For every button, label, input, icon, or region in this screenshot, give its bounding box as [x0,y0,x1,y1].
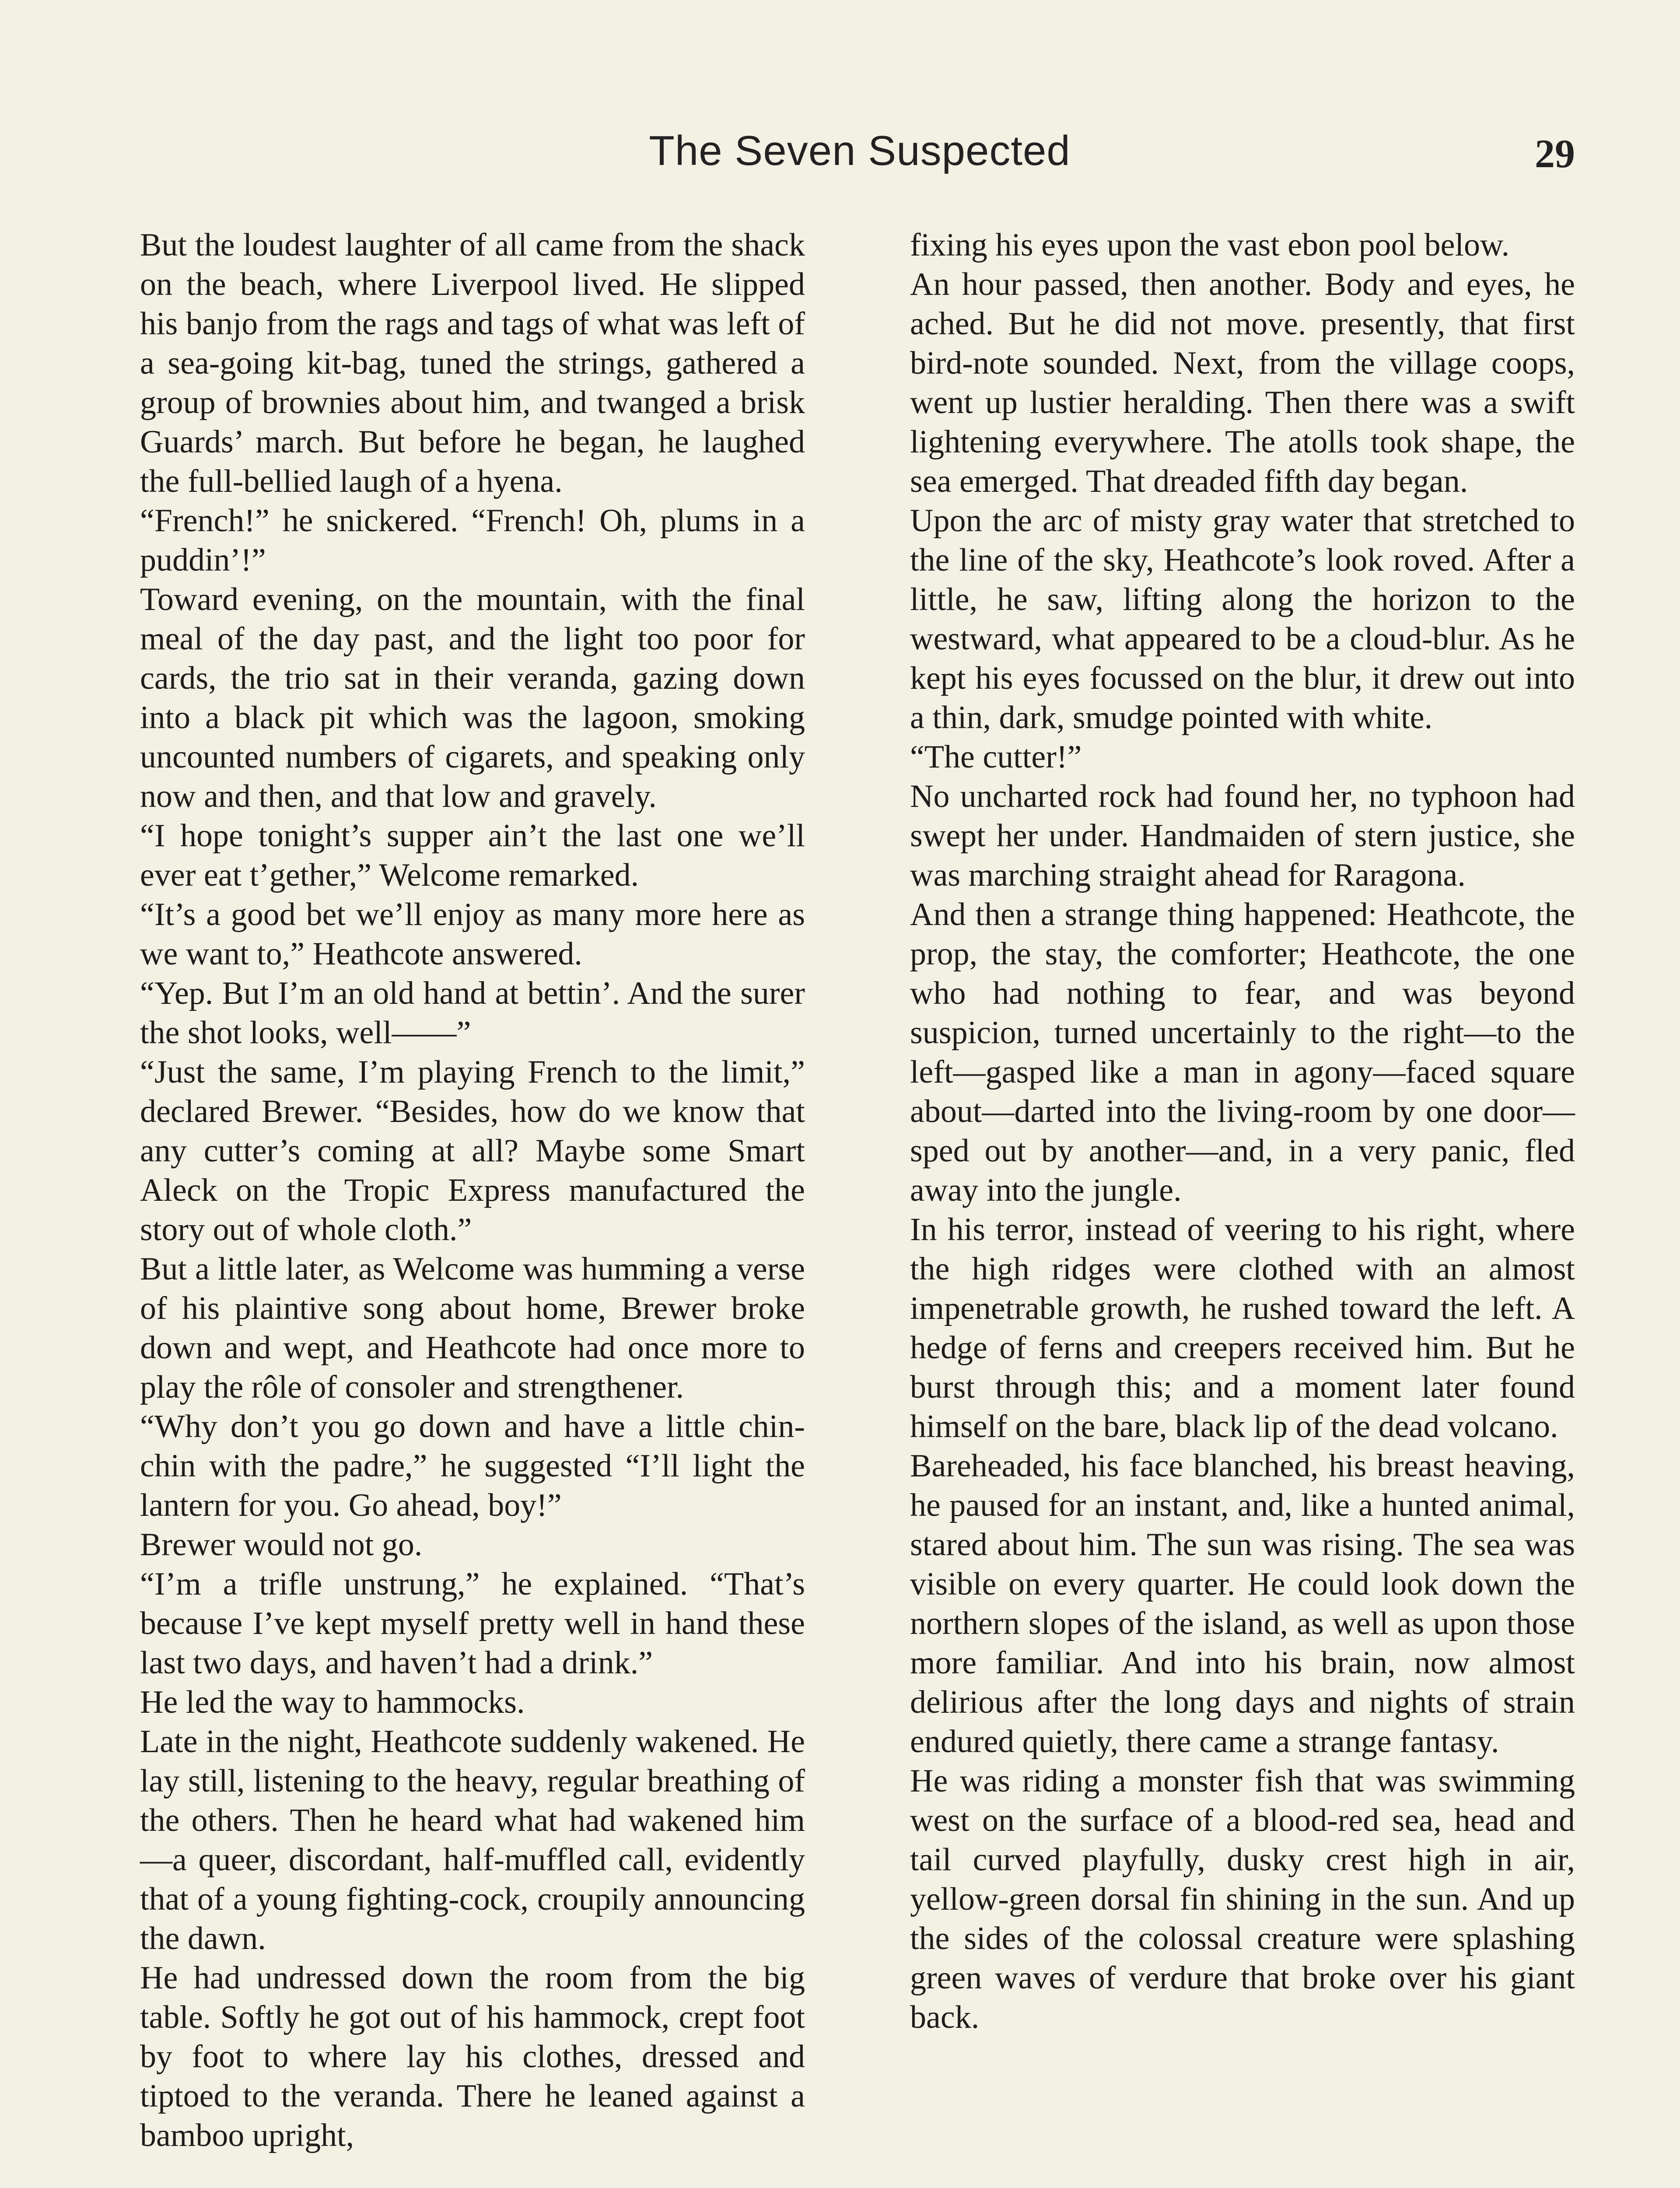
paragraph: He had undressed down the room from the big table. Softly he got out of his hammock, crept foot by foot to where lay his clothes, dressed and tiptoed to the veranda. There he leaned against a bamboo upright, [140,1960,805,2153]
right-column [910,225,1575,2188]
page-number: 29 [1535,131,1575,176]
paragraph: But a little later, as Welcome was humming a verse of his plaintive song about home, Brewer broke down and wept, and Heathcote had once more to play the rôle of consoler and strengthener. [140,1251,805,1405]
text-columns [140,225,1575,2188]
paragraph: “Yep. But I’m an old hand at bettin’. And the surer the shot looks, well——” [140,975,805,1051]
paragraph: Late in the night, Heathcote suddenly wakened. He lay still, listening to the heavy, regular breathing of the others. Then he heard what had wakened him—a queer, discordant, half-muffled call, evidently that of a young fighting-cock, croupily announcing the dawn. [140,1724,805,1957]
paragraph: “Just the same, I’m playing French to the limit,” declared Brewer. “Besides, how do we know that any cutter’s coming at all? Maybe some Smart Aleck on the Tropic Express manufactured the story out of whole cloth.” [140,1054,805,1248]
paragraph: Toward evening, on the mountain, with the final meal of the day past, and the light too poor for cards, the trio sat in their veranda, gazing down into a black pit which was the lagoon, smoking uncounted numbers of cigarets, and speaking only now and then, and that low and gravely. [140,582,805,814]
paragraph: “It’s a good bet we’ll enjoy as many more here as we want to,” Heathcote answered. [140,897,805,972]
paragraph: fixing his eyes upon the vast ebon pool below. [910,227,1510,263]
paragraph: In his terror, instead of veering to his right, where the high ridges were clothed with an almost impenetrable growth, he rushed toward the left. A hedge of ferns and creepers received him. But he burst through this; and a moment later found himself on the bare, black lip of the dead volcano. [910,1212,1575,1445]
paragraph: “The cutter!” [910,739,1082,775]
left-column [140,225,805,2188]
paragraph: Upon the arc of misty gray water that stretched to the line of the sky, Heathcote’s look roved. After a little, he saw, lifting along the horizon to the westward, what appeared to be a cloud-blur. As he kept his eyes focussed on the blur, it drew out into a thin, dark, smudge pointed with white. [910,503,1575,736]
paragraph: “Why don’t you go down and have a little chin-chin with the padre,” he suggested “I’ll light the lantern for you. Go ahead, boy!” [140,1409,805,1523]
paragraph: But the loudest laughter of all came from the shack on the beach, where Liverpool lived. He slipped his banjo from the rags and tags of what was left of a sea-going kit-bag, tuned the strings, gathered a group of brownies about him, and twanged a brisk Guards’ march. But before he began, he laughed the full-bellied laugh of a hyena. [140,227,805,499]
paragraph: “I hope tonight’s supper ain’t the last one we’ll ever eat t’gether,” Welcome remarked. [140,818,805,893]
paragraph: He was riding a monster fish that was swimming west on the surface of a blood-red sea, head and tail curved playfully, dusky crest high in air, yellow-green dorsal fin shining in the sun. And up the sides of the colossal creature were splashing green waves of verdure that broke over his giant back. [910,1763,1575,2035]
paragraph: “I’m a trifle unstrung,” he explained. “That’s because I’ve kept myself pretty well in hand these last two days, and haven’t had a drink.” [140,1566,805,1681]
paragraph: Brewer would not go. [140,1527,423,1563]
running-title: The Seven Suspected [649,127,1071,174]
paragraph: Bareheaded, his face blanched, his breast heaving, he paused for an instant, and, like a hunted animal, stared about him. The sun was rising. The sea was visible on every quarter. He could look down the northern slopes of the island, as well as upon those more familiar. And into his brain, now almost delirious after the long days and nights of strain endured quietly, there came a strange fantasy. [910,1448,1575,1760]
paragraph: No uncharted rock had found her, no typhoon had swept her under. Handmaiden of stern justice, she was marching straight ahead for Raragona. [910,778,1575,893]
paragraph: He led the way to hammocks. [140,1684,525,1720]
paragraph: And then a strange thing happened: Heathcote, the prop, the stay, the comforter; Heathcote, the one who had nothing to fear, and was beyond suspicion, turned uncertainly to the right—to the left—gasped like a man in agony—faced square about—darted into the living-room by one door—sped out by another—and, in a very panic, fled away into the jungle. [910,897,1575,1208]
page-header [144,127,1575,188]
paragraph: “French!” he snickered. “French! Oh, plums in a puddin’!” [140,503,805,578]
paragraph: An hour passed, then another. Body and eyes, he ached. But he did not move. presently, that first bird-note sounded. Next, from the village coops, went up lustier heralding. Then there was a swift lightening everywhere. The atolls took shape, the sea emerged. That dreaded fifth day began. [910,266,1575,499]
